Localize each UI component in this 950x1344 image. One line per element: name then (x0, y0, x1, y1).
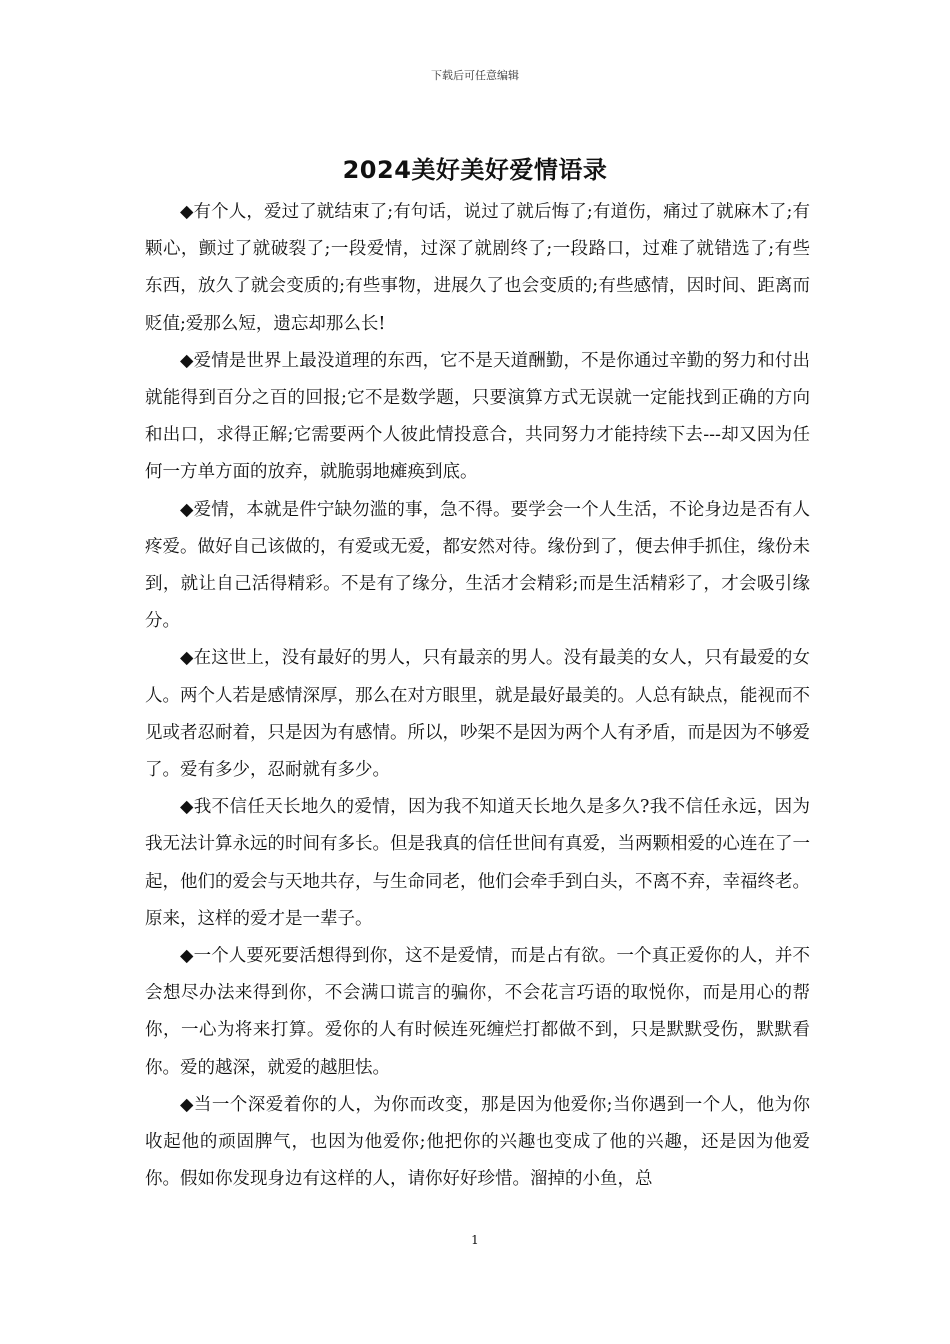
document-body (145, 194, 810, 1198)
paragraph: ◆我不信任天长地久的爱情，因为我不知道天长地久是多久?我不信任永远，因为我无法计算永远的时间有多长。但是我真的信任世间有真爱，当两颗相爱的心连在了一起，他们的爱会与天地共存，与生命同老，他们会牵手到白头，不离不弃，幸福终老。原来，这样的爱才是一辈子。 (145, 797, 810, 929)
paragraph: ◆爱情，本就是件宁缺勿滥的事，急不得。要学会一个人生活，不论身边是否有人疼爱。做好自己该做的，有爱或无爱，都安然对待。缘份到了，便去伸手抓住，缘份未到，就让自己活得精彩。不是有了缘分，生活才会精彩;而是生活精彩了，才会吸引缘分。 (145, 499, 810, 632)
page-header-note: 下载后可任意编辑 (431, 69, 519, 82)
paragraph: ◆一个人要死要活想得到你，这不是爱情，而是占有欲。一个真正爱你的人，并不会想尽办法来得到你，不会满口谎言的骗你，不会花言巧语的取悦你，而是用心的帮你，一心为将来打算。爱你的人有时候连死缠烂打都做不到，只是默默受伤，默默看你。爱的越深，就爱的越胆怯。 (145, 946, 810, 1078)
paragraph: ◆有个人，爱过了就结束了;有句话，说过了就后悔了;有道伤，痛过了就麻木了;有颗心，颤过了就破裂了;一段爱情，过深了就剧终了;一段路口，过难了就错选了;有些东西，放久了就会变质的;有些事物，进展久了也会变质的;有些感情，因时间、距离而贬值;爱那么短，遗忘却那么长! (145, 202, 810, 334)
paragraph: ◆爱情是世界上最没道理的东西，它不是天道酬勤，不是你通过辛勤的努力和付出就能得到百分之百的回报;它不是数学题，只要演算方式无误就一定能找到正确的方向和出口，求得正解;它需要两个人彼此情投意合，共同努力才能持续下去---却又因为任何一方单方面的放弃，就脆弱地瘫痪到底。 (145, 350, 810, 483)
page-number: 1 (471, 1233, 479, 1247)
document-title: 2024美好美好爱情语录 (342, 156, 608, 184)
paragraph: ◆在这世上，没有最好的男人，只有最亲的男人。没有最美的女人，只有最爱的女人。两个人若是感情深厚，那么在对方眼里，就是最好最美的。人总有缺点，能视而不见或者忍耐着，只是因为有感情。所以，吵架不是因为两个人有矛盾，而是因为不够爱了。爱有多少，忍耐就有多少。 (145, 648, 810, 781)
paragraph: ◆当一个深爱着你的人，为你而改变，那是因为他爱你;当你遇到一个人，他为你收起他的顽固脾气，也因为他爱你;他把你的兴趣也变成了他的兴趣，还是因为他爱你。假如你发现身边有这样的人，请你好好珍惜。溜掉的小鱼，总 (145, 1094, 810, 1190)
